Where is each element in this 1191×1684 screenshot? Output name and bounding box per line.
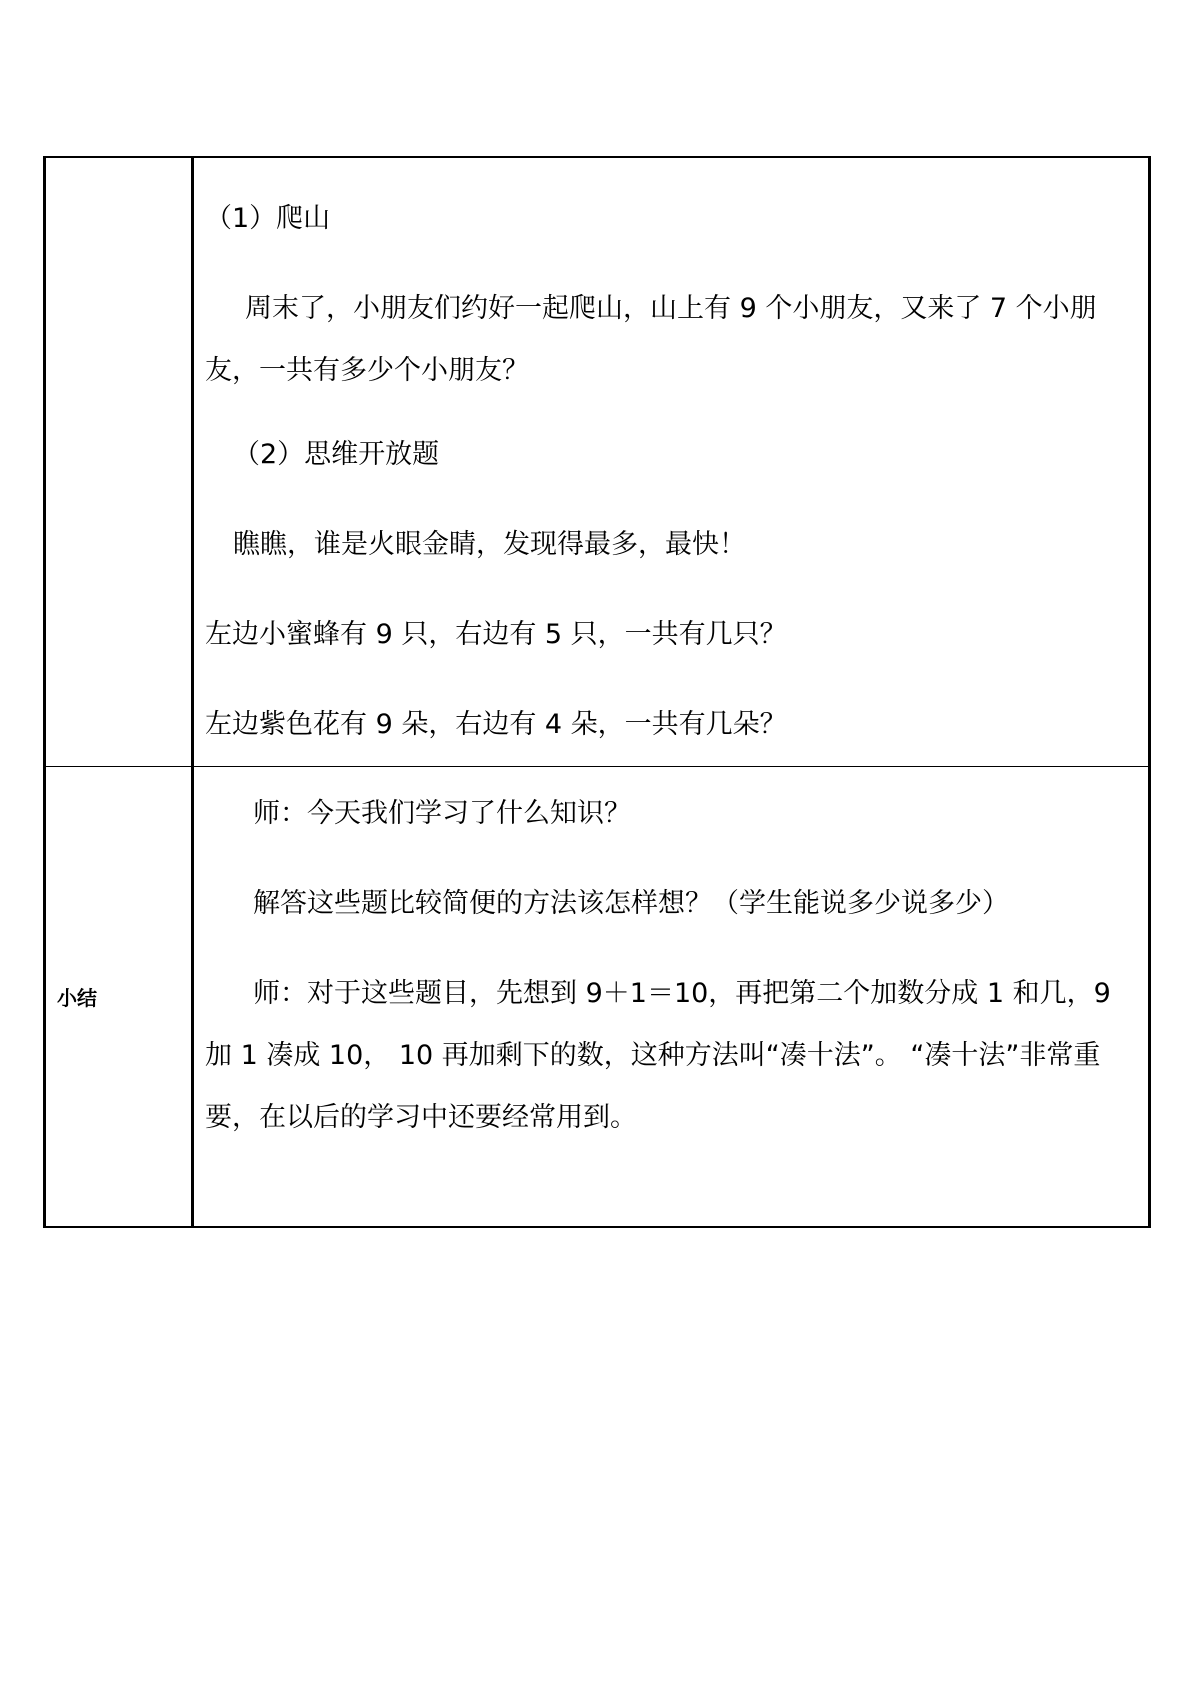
- summary-conclusion: 师：对于这些题目，先想到 9＋1＝10，再把第二个加数分成 1 和几，9 加 1 凑成 10， 10 再加剩下的数，这种方法叫“凑十法”。 “凑十法”非常重要，在以后的学习中还要经常用到。: [205, 978, 1111, 1133]
- summary-content-cell: [193, 767, 1150, 1228]
- summary-label-cell: [45, 767, 193, 1228]
- practice-content-cell: [193, 157, 1150, 767]
- practice-row: [45, 157, 1150, 767]
- summary-label: 小结: [57, 986, 97, 1010]
- practice-subtitle: （2）思维开放题: [233, 439, 440, 470]
- practice-question-bees: 左边小蜜蜂有 9 只，右边有 5 只，一共有几只？: [205, 619, 787, 650]
- lesson-plan-table: [43, 156, 1151, 1228]
- summary-ask: 师：今天我们学习了什么知识？: [253, 798, 631, 829]
- practice-title: （1）爬山: [205, 203, 331, 234]
- practice-story: 周末了，小朋友们约好一起爬山，山上有 9 个小朋友，又来了 7 个小朋友，一共有多少个小朋友？: [205, 293, 1097, 386]
- summary-content: [194, 767, 1148, 1149]
- summary-row: [45, 767, 1150, 1228]
- practice-question-flowers: 左边紫色花有 9 朵，右边有 4 朵，一共有几朵？: [205, 709, 787, 740]
- practice-label-cell: [45, 157, 193, 767]
- practice-observe: 瞧瞧，谁是火眼金睛，发现得最多，最快！: [233, 529, 746, 560]
- practice-content: [194, 158, 1148, 756]
- summary-method: 解答这些题比较简便的方法该怎样想？（学生能说多少说多少）: [253, 888, 1009, 919]
